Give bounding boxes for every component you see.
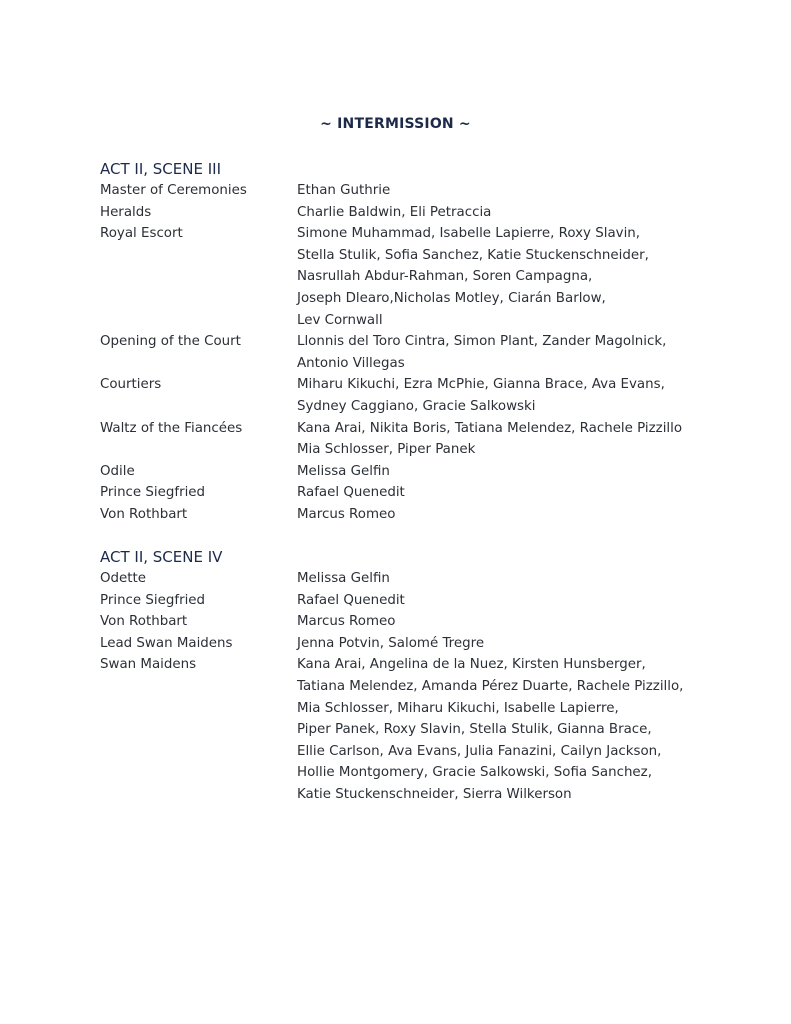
cast-row [100, 568, 700, 590]
role-name: Von Rothbart [100, 506, 188, 522]
performer-line: Marcus Romeo [297, 506, 396, 522]
performer-line: Antonio Villegas [297, 355, 405, 371]
performer-line: Sydney Caggiano, Gracie Salkowski [297, 398, 536, 414]
act-2-scene-3-section [100, 158, 700, 526]
cast-row [100, 202, 700, 224]
performer-names [297, 418, 700, 461]
performer-line: Jenna Potvin, Salomé Tregre [297, 635, 485, 651]
performer-names [297, 461, 700, 483]
cast-row [100, 590, 700, 612]
performer-line: Joseph Dlearo,Nicholas Motley, Ciarán Barlow, [297, 290, 606, 306]
role-name: Prince Siegfried [100, 485, 206, 501]
performer-line: Hollie Montgomery, Gracie Salkowski, Sofia Sanchez, [297, 765, 652, 781]
role-name: Waltz of the Fiancées [100, 420, 243, 436]
cast-row [100, 374, 700, 417]
section-title: ACT II, SCENE III [100, 160, 221, 178]
performer-line: Marcus Romeo [297, 614, 396, 630]
cast-row [100, 654, 700, 805]
performer-line: Katie Stuckenschneider, Sierra Wilkerson [297, 786, 572, 802]
performer-line: Stella Stulik, Sofia Sanchez, Katie Stuckenschneider, [297, 247, 649, 263]
cast-row [100, 482, 700, 504]
performer-line: Lev Cornwall [297, 312, 383, 328]
performer-line: Kana Arai, Nikita Boris, Tatiana Melendez, Rachele Pizzillo [297, 420, 683, 436]
performer-names [297, 568, 700, 590]
performer-line: Melissa Gelfin [297, 571, 390, 586]
performer-names [297, 223, 700, 331]
performer-names [297, 611, 700, 633]
cast-row [100, 331, 700, 374]
role-name: Odile [100, 463, 135, 479]
performer-line: Mia Schlosser, Piper Panek [297, 442, 476, 458]
performer-line: Piper Panek, Roxy Slavin, Stella Stulik, Gianna Brace, [297, 722, 652, 738]
act-2-scene-4-section [100, 546, 700, 806]
role-name: Von Rothbart [100, 614, 188, 630]
role-name: Heralds [100, 204, 152, 220]
cast-row [100, 504, 700, 526]
performer-line: Charlie Baldwin, Eli Petraccia [297, 204, 492, 220]
performer-line: Ellie Carlson, Ava Evans, Julia Fanazini, Cailyn Jackson, [297, 743, 662, 759]
performer-line: Ethan Guthrie [297, 183, 391, 198]
performer-line: Melissa Gelfin [297, 463, 390, 479]
role-name: Odette [100, 571, 147, 586]
performer-names [297, 180, 700, 202]
performer-line: Rafael Quenedit [297, 485, 405, 501]
section-title: ACT II, SCENE IV [100, 548, 223, 566]
performer-names [297, 590, 700, 612]
cast-row [100, 611, 700, 633]
cast-row [100, 418, 700, 461]
performer-names [297, 202, 700, 224]
cast-list [100, 180, 700, 526]
performer-names [297, 331, 700, 374]
cast-row [100, 180, 700, 202]
performer-names [297, 633, 700, 655]
cast-row [100, 223, 700, 331]
role-name: Prince Siegfried [100, 592, 206, 608]
performer-names [297, 654, 700, 805]
role-name: Swan Maidens [100, 657, 197, 673]
cast-list [100, 568, 700, 806]
performer-line: Simone Muhammad, Isabelle Lapierre, Roxy Slavin, [297, 226, 641, 242]
performer-names [297, 482, 700, 504]
role-name: Opening of the Court [100, 334, 241, 350]
performer-line: Rafael Quenedit [297, 592, 405, 608]
performer-names [297, 374, 700, 417]
role-name: Royal Escort [100, 226, 183, 242]
cast-row [100, 633, 700, 655]
cast-row [100, 461, 700, 483]
performer-line: Tatiana Melendez, Amanda Pérez Duarte, Rachele Pizzillo, [297, 678, 684, 694]
performer-names [297, 504, 700, 526]
intermission-heading: ~ INTERMISSION ~ [320, 116, 471, 132]
role-name: Lead Swan Maidens [100, 635, 233, 651]
role-name: Master of Ceremonies [100, 183, 247, 198]
performer-line: Llonnis del Toro Cintra, Simon Plant, Zander Magolnick, [297, 334, 667, 350]
performer-line: Kana Arai, Angelina de la Nuez, Kirsten Hunsberger, [297, 657, 646, 673]
performer-line: Mia Schlosser, Miharu Kikuchi, Isabelle Lapierre, [297, 700, 619, 716]
role-name: Courtiers [100, 377, 162, 393]
performer-line: Nasrullah Abdur-Rahman, Soren Campagna, [297, 269, 593, 285]
performer-line: Miharu Kikuchi, Ezra McPhie, Gianna Brace, Ava Evans, [297, 377, 665, 393]
